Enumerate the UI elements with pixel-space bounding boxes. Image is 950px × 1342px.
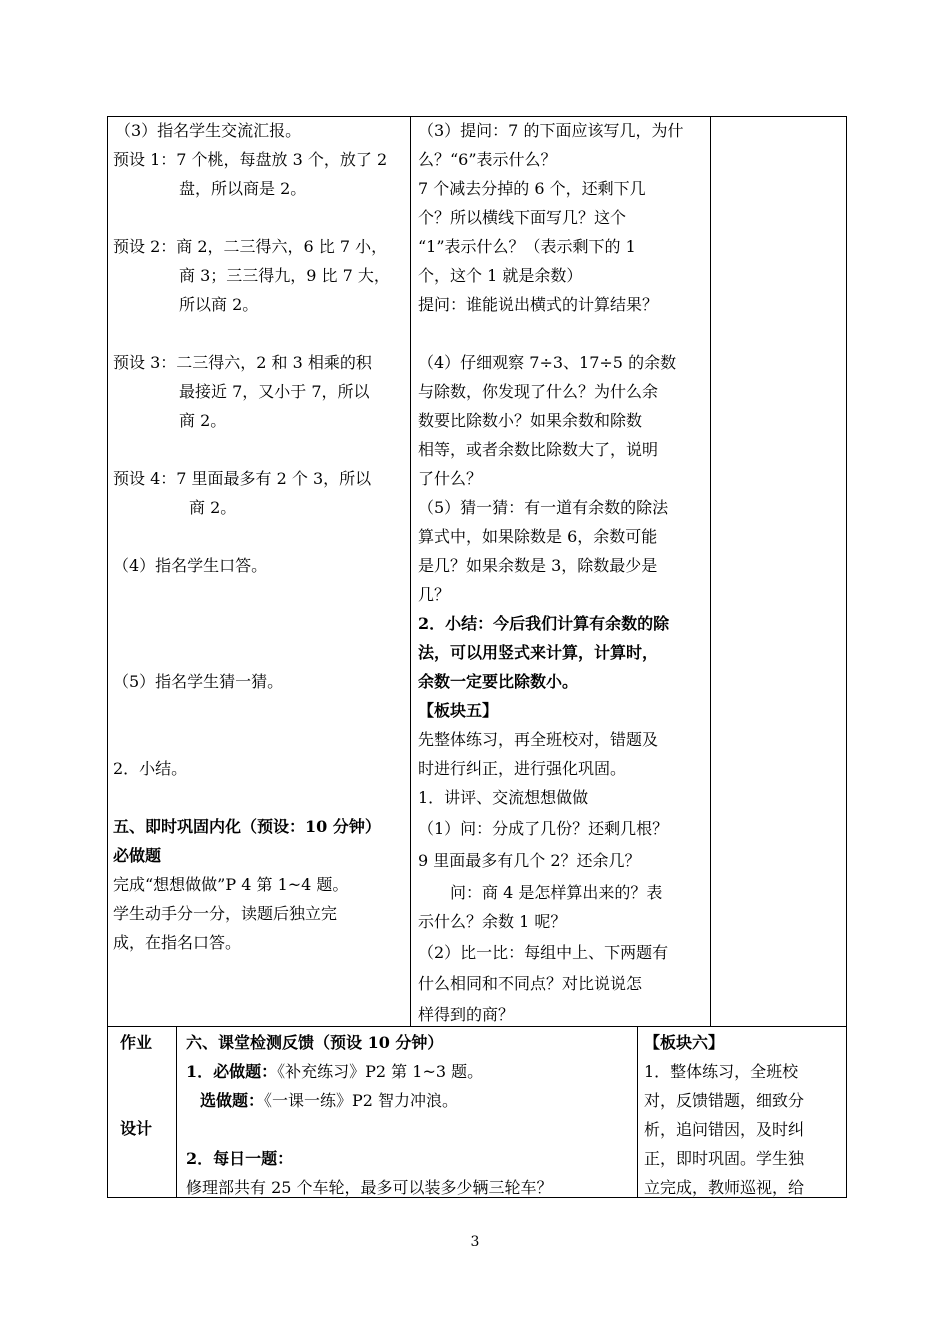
text-line: 商 3；三三得九，9 比 7 大， [179,266,390,285]
text-line: 算式中，如果除数是 6，余数可能 [418,527,658,546]
text-line: 预设 1：7 个桃，每盘放 3 个，放了 2 [113,150,388,169]
text-line: （1）问：分成了几份？还剩几根？ [418,819,669,838]
column-divider-block6 [637,1026,638,1198]
section-heading: 五、即时巩固内化（预设：10 分钟） [113,817,381,836]
text-line: 学生动手分一分，读题后独立完 [113,904,338,923]
text-line: 1．整体练习，全班校 [644,1062,799,1081]
table-right-border [846,116,847,1198]
text-line: （4）指名学生口答。 [113,556,268,575]
optional-label: 选做题： [200,1091,265,1110]
text-line: 时进行纠正，进行强化巩固。 [418,759,627,778]
text-line: 提问：谁能说出横式的计算结果？ [418,295,659,314]
summary-line: 2．小结：今后我们计算有余数的除 [418,614,670,633]
required-homework [186,1057,634,1086]
column-divider-homework [176,1026,177,1198]
text-line: （4）仔细观察 7÷3、17÷5 的余数 [418,353,677,372]
text-line: 样得到的商？ [418,1005,515,1024]
text-line: （3）提问：7 的下面应该写几，为什 [418,121,684,140]
text-line: 与除数，你发现了什么？为什么余 [418,382,659,401]
text-line: 先整体练习，再全班校对，错题及 [418,730,659,749]
block-heading: 【板块六】 [644,1033,725,1052]
text-line: （3）指名学生交流汇报。 [115,121,302,140]
required-text: 《补充练习》P2 第 1~3 题。 [277,1062,484,1081]
daily-question-heading: 2．每日一题： [186,1149,294,1168]
optional-text: 《一课一练》P2 智力冲浪。 [264,1091,459,1110]
column-divider-1 [410,116,411,1026]
text-line: 预设 4：7 里面最多有 2 个 3，所以 [113,469,372,488]
summary-line: 余数一定要比除数小。 [418,672,579,691]
text-line: 完成“想想做做”P 4 第 1~4 题。 [113,875,349,894]
text-line: 立完成，教师巡视，给 [644,1178,805,1197]
text-line: 示什么？余数 1 呢？ [418,912,567,931]
text-line: 个？所以横线下面写几？这个 [418,208,627,227]
text-line: 商 2。 [179,411,227,430]
optional-homework [186,1086,634,1115]
text-line: 个，这个 1 就是余数） [418,266,583,285]
homework-heading: 六、课堂检测反馈（预设 10 分钟） [186,1033,444,1052]
text-line: （5）指名学生猜一猜。 [113,672,284,691]
text-line: 1．讲评、交流想想做做 [418,788,589,807]
text-line: 相等，或者余数比除数大了，说明 [418,440,659,459]
text-line: 所以商 2。 [179,295,259,314]
text-line: 最接近 7，又小于 7，所以 [179,382,370,401]
section-subheading: 必做题 [113,846,162,865]
block-heading: 【板块五】 [418,701,499,720]
text-line: 成，在指名口答。 [113,933,242,952]
text-line: 析，追问错因，及时纠 [644,1120,805,1139]
text-line: （5）猜一猜：有一道有余数的除法 [418,498,669,517]
text-line: 7 个减去分掉的 6 个，还剩下几 [418,179,646,198]
student-activity-column [113,116,407,957]
block6-content [644,1028,844,1202]
required-label: 1．必做题： [186,1062,278,1081]
text-line: 盘，所以商是 2。 [179,179,307,198]
text-line: 预设 2：商 2，二三得六，6 比 7 小， [113,237,388,256]
daily-question-text: 修理部共有 25 个车轮，最多可以装多少辆三轮车？ [186,1178,553,1197]
text-line: 数要比除数小？如果余数和除数 [418,411,643,430]
text-line: 几？ [418,585,451,604]
column-divider-2 [710,116,711,1026]
page-number: 3 [470,1234,480,1250]
text-line: 正，即时巩固。学生独 [644,1149,805,1168]
text-line: 什么相同和不同点？对比说说怎 [418,974,643,993]
homework-label-bottom: 设计 [120,1119,153,1138]
table-left-border [107,116,108,1198]
text-line: “1”表示什么？（表示剩下的 1 [418,237,636,256]
text-line: 预设 3：二三得六，2 和 3 相乘的积 [113,353,372,372]
homework-label-top: 作业 [120,1033,153,1052]
summary-line: 法，可以用竖式来计算，计算时， [418,643,659,662]
text-line: 么？“6”表示什么？ [418,150,557,169]
text-line: 了什么？ [418,469,483,488]
teacher-activity-column [418,116,708,1029]
homework-content [186,1028,634,1202]
text-line: （2）比一比：每组中上、下两题有 [418,943,669,962]
text-line: 2．小结。 [113,759,188,778]
text-line: 商 2。 [189,498,237,517]
text-line: 问：商 4 是怎样算出来的？表 [450,883,663,902]
text-line: 是几？如果余数是 3，除数最少是 [418,556,658,575]
text-line: 9 里面最多有几个 2？还余几？ [418,851,641,870]
text-line: 对，反馈错题，细致分 [644,1091,805,1110]
